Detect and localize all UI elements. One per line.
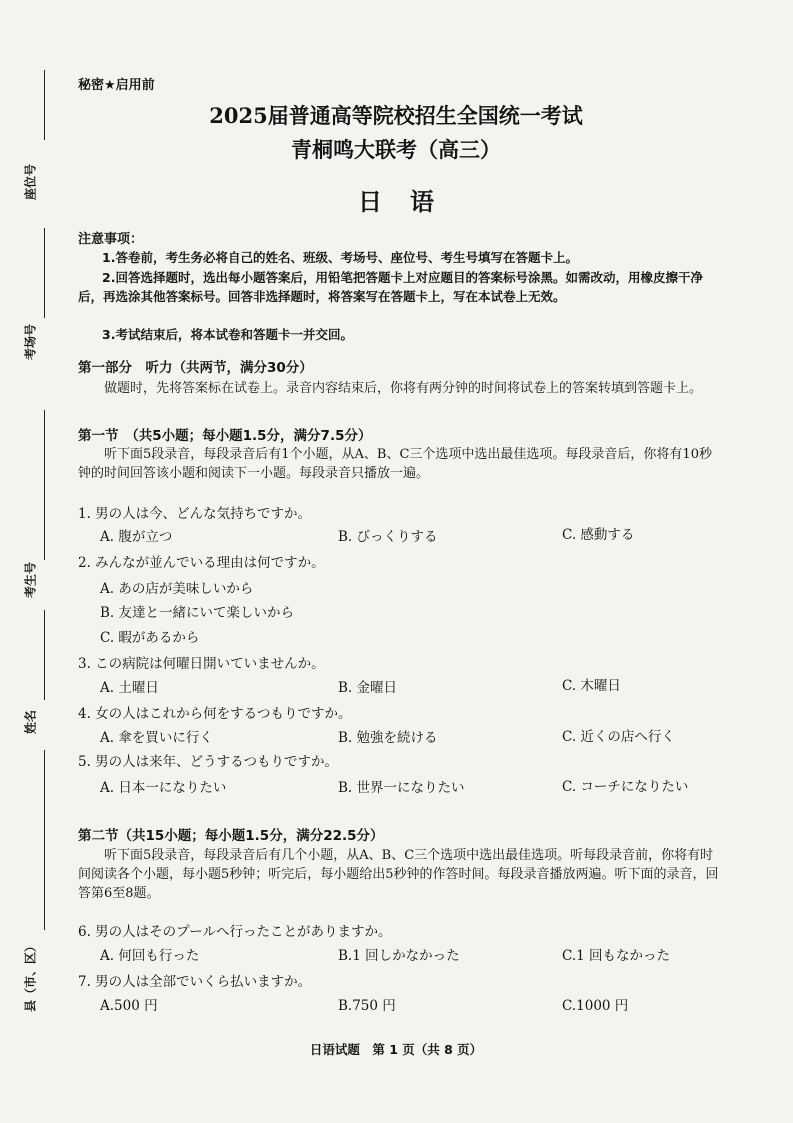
part1-intro: 做题时，先将答案标在试卷上。录音内容结束后，你将有两分钟的时间将试卷上的答案转填到答题卡上。	[104, 381, 703, 396]
q7-option-c[interactable]: C.1000 円	[562, 998, 629, 1014]
q3-option-a[interactable]: A. 土曜日	[100, 680, 159, 696]
exam-subtitle: 青桐鸣大联考（高三）	[291, 137, 501, 162]
note-item: 2.回答选择题时，选出每小题答案后，用铅笔把答题卡上对应题目的答案标号涂黑。如需改动，用橡皮擦干净后，再选涂其他答案标号。回答非选择题时，将答案写在答题卡上，写在本试卷上无效。	[78, 270, 703, 304]
section2-heading: 第二节（共15小题；每小题1.5分，满分22.5分）	[78, 828, 384, 844]
binding-strip	[0, 0, 60, 1123]
q3-option-b[interactable]: B. 金曜日	[338, 680, 398, 696]
q1-option-a[interactable]: A. 腹が立つ	[100, 529, 173, 545]
exam-room-label: 考场号	[23, 323, 38, 361]
q5-option-c[interactable]: C. コーチになりたい	[562, 779, 689, 795]
subject-title: 日语	[358, 187, 462, 216]
student-id-write-line[interactable]	[44, 410, 45, 560]
q5-option-a[interactable]: A. 日本一になりたい	[100, 780, 227, 796]
q4-option-b[interactable]: B. 勉強を続ける	[338, 730, 438, 746]
question-7: 7. 男の人は全部でいくら払いますか。	[78, 974, 312, 990]
confidential-mark: 秘密★启用前	[78, 78, 155, 93]
county-label: 县（市、区）	[23, 939, 38, 1013]
seat-number-label: 座位号	[23, 163, 38, 201]
question-1: 1. 男の人は今、どんな気持ちですか。	[78, 506, 312, 522]
notes-heading: 注意事项：	[78, 232, 144, 247]
q2-option-c[interactable]: C. 暇があるから	[100, 630, 200, 646]
question-3: 3. この病院は何曜日開いていませんか。	[78, 656, 325, 672]
county-write-line[interactable]	[44, 750, 45, 930]
question-4: 4. 女の人はこれから何をするつもりですか。	[78, 706, 352, 722]
q6-option-c[interactable]: C.1 回もなかった	[562, 948, 671, 964]
q6-option-b[interactable]: B.1 回しかなかった	[338, 948, 460, 964]
room-write-line[interactable]	[44, 228, 45, 318]
section1-heading: 第一节 （共5小题；每小题1.5分，满分7.5分）	[78, 428, 372, 444]
section1-instructions: 听下面5段录音，每段录音后有1个小题，从A、B、C三个选项中选出最佳选项。每段录音后，你将有10秒钟的时间回答该小题和阅读下一小题。每段录音只播放一遍。	[78, 447, 712, 481]
name-label: 姓名	[23, 709, 38, 735]
student-number-label: 考生号	[23, 561, 38, 599]
q3-option-c[interactable]: C. 木曜日	[562, 678, 621, 694]
q6-option-a[interactable]: A. 何回も行った	[100, 948, 200, 964]
q2-option-a[interactable]: A. あの店が美味しいから	[100, 581, 254, 597]
note-item: 1.答卷前，考生务必将自己的姓名、班级、考场号、座位号、考生号填写在答题卡上。	[102, 250, 578, 265]
name-write-line[interactable]	[44, 610, 45, 700]
q4-option-a[interactable]: A. 傘を買いに行く	[100, 730, 213, 746]
seat-write-line[interactable]	[44, 70, 45, 140]
question-5: 5. 男の人は来年、どうするつもりですか。	[78, 754, 339, 770]
q4-option-c[interactable]: C. 近くの店へ行く	[562, 729, 675, 745]
q7-option-b[interactable]: B.750 円	[338, 998, 396, 1014]
q7-option-a[interactable]: A.500 円	[100, 998, 158, 1014]
exam-title: 2025届普通高等院校招生全国统一考试	[209, 103, 583, 128]
section2-instructions: 听下面5段录音，每段录音后有几个小题，从A、B、C三个选项中选出最佳选项。听每段录音前，你将有时间阅读各个小题，每小题5秒钟；听完后，每小题给出5秒钟的作答时间。每段录音播放两遍。听下面的录音，回答第6至8题。	[78, 848, 719, 901]
q5-option-b[interactable]: B. 世界一になりたい	[338, 780, 465, 796]
q1-option-b[interactable]: B. びっくりする	[338, 529, 438, 545]
page-footer: 日语试题 第 1 页（共 8 页）	[309, 1042, 483, 1057]
question-2: 2. みんなが並んでいる理由は何ですか。	[78, 555, 325, 571]
part1-heading: 第一部分 听力（共两节，满分30分）	[78, 360, 313, 376]
q2-option-b[interactable]: B. 友達と一緒にいて楽しいから	[100, 605, 295, 621]
question-6: 6. 男の人はそのプールへ行ったことがありますか。	[78, 924, 392, 940]
note-item: 3.考试结束后，将本试卷和答题卡一并交回。	[102, 327, 353, 342]
q1-option-c[interactable]: C. 感動する	[562, 527, 635, 543]
